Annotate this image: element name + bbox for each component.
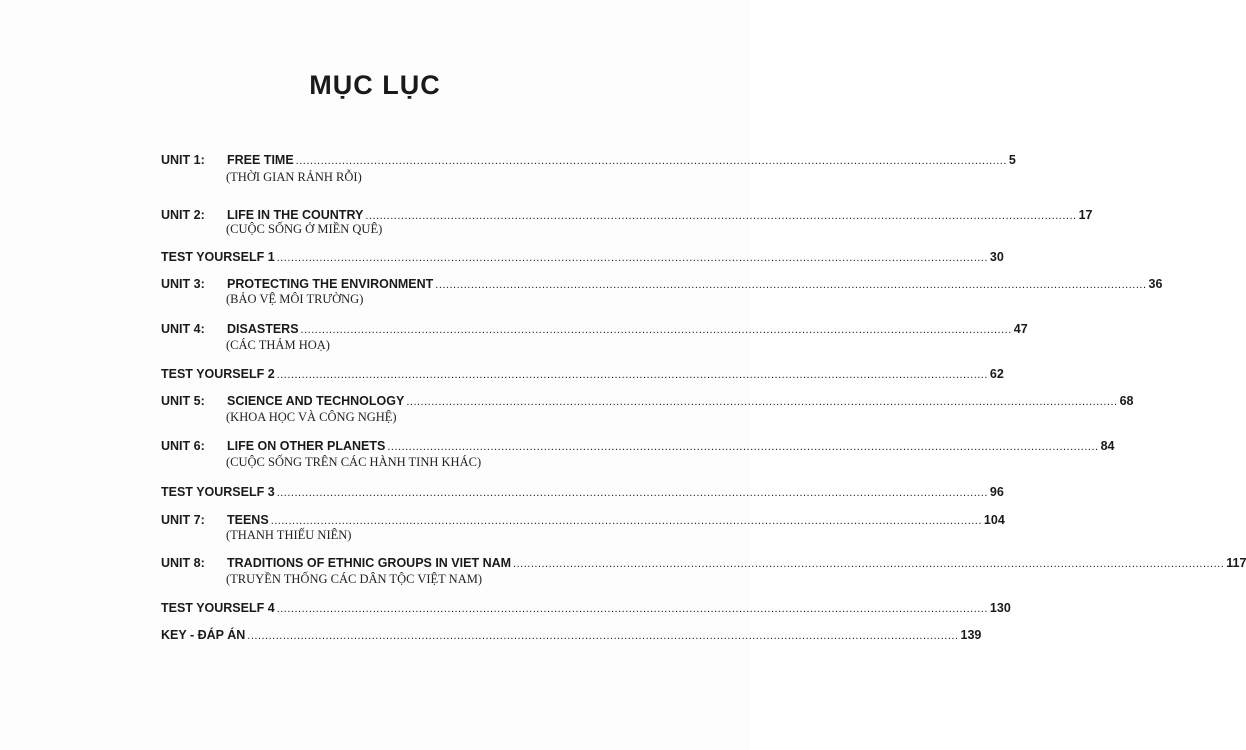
toc-entry-title: TRADITIONS OF ETHNIC GROUPS IN VIET NAM (227, 556, 512, 570)
toc-entry-label: UNIT 5: (161, 394, 205, 408)
dot-leader: ........................................................................................................................................................................................................ (295, 155, 1007, 167)
toc-entry-unit-4 (161, 319, 1028, 337)
toc-entry-subtitle: (THANH THIẾU NIÊN) (226, 528, 352, 542)
dot-leader: ........................................................................................................................................................................................................ (406, 396, 1118, 408)
toc-entry-title: LIFE ON OTHER PLANETS (227, 439, 386, 453)
toc-entry-unit-1 (161, 150, 1016, 168)
toc-entry-unit-2 (161, 205, 1093, 223)
toc-entry-test-1 (161, 247, 1004, 265)
toc-entry-subtitle: (KHOA HỌC VÀ CÔNG NGHỆ) (226, 410, 397, 424)
toc-page-number: 36 (1148, 277, 1163, 291)
toc-entry-title: TEST YOURSELF 3 (161, 485, 275, 499)
toc-entry-label: UNIT 1: (161, 153, 205, 167)
toc-entry-unit-7 (161, 510, 1005, 528)
dot-leader: ........................................................................................................................................................................................................ (247, 630, 959, 642)
page-title: MỤC LỤC (309, 70, 441, 100)
toc-entry-label: UNIT 2: (161, 208, 205, 222)
dot-leader: ........................................................................................................................................................................................................ (387, 441, 1099, 453)
toc-entry-test-2 (161, 364, 1004, 382)
toc-entry-key (161, 625, 982, 643)
toc-entry-subtitle: (CUỘC SỐNG TRÊN CÁC HÀNH TINH KHÁC) (226, 455, 482, 469)
toc-page-number: 30 (989, 250, 1004, 264)
dot-leader: ........................................................................................................................................................................................................ (276, 252, 988, 264)
toc-entry-title: FREE TIME (227, 153, 294, 167)
toc-entry-unit-6 (161, 436, 1115, 454)
toc-entry-label: UNIT 8: (161, 556, 205, 570)
toc-entry-title: TEST YOURSELF 1 (161, 250, 275, 264)
toc-entry-label: UNIT 3: (161, 277, 205, 291)
toc-page-number: 47 (1013, 322, 1028, 336)
toc-page-number: 68 (1119, 394, 1134, 408)
dot-leader: ........................................................................................................................................................................................................ (270, 515, 982, 527)
toc-page-number: 84 (1100, 439, 1115, 453)
toc-entry-title: TEENS (227, 513, 269, 527)
toc-entry-subtitle: (CUỘC SỐNG Ở MIỀN QUÊ) (226, 222, 383, 236)
toc-entry-unit-5 (161, 391, 1134, 409)
toc-entry-title: SCIENCE AND TECHNOLOGY (227, 394, 405, 408)
toc-entry-subtitle: (TRUYỀN THỐNG CÁC DÂN TỘC VIỆT NAM) (226, 572, 483, 586)
toc-page-number: 139 (960, 628, 982, 642)
toc-entry-title: PROTECTING THE ENVIRONMENT (227, 277, 434, 291)
dot-leader: ........................................................................................................................................................................................................ (276, 603, 988, 615)
toc-entry-title: LIFE IN THE COUNTRY (227, 208, 364, 222)
toc-entry-title: KEY - ĐÁP ÁN (161, 628, 246, 642)
dot-leader: ........................................................................................................................................................................................................ (365, 210, 1077, 222)
toc-page-number: 62 (989, 367, 1004, 381)
toc-entry-test-3 (161, 482, 1004, 500)
toc-entry-label: UNIT 7: (161, 513, 205, 527)
dot-leader: ........................................................................................................................................................................................................ (513, 558, 1225, 570)
toc-page-number: 5 (1008, 153, 1016, 167)
toc-entry-unit-8 (161, 553, 1246, 571)
toc-entry-title: TEST YOURSELF 4 (161, 601, 275, 615)
toc-page-number: 117 (1226, 556, 1246, 570)
dot-leader: ........................................................................................................................................................................................................ (435, 279, 1147, 291)
dot-leader: ........................................................................................................................................................................................................ (276, 487, 988, 499)
toc-page-number: 130 (989, 601, 1011, 615)
dot-leader: ........................................................................................................................................................................................................ (300, 324, 1012, 336)
toc-page-number: 17 (1078, 208, 1093, 222)
toc-page-number: 104 (983, 513, 1005, 527)
toc-entry-subtitle: (BẢO VỆ MÔI TRƯỜNG) (226, 292, 364, 306)
toc-entry-unit-3 (161, 274, 1163, 292)
toc-entry-title: TEST YOURSELF 2 (161, 367, 275, 381)
toc-entry-subtitle: (CÁC THẢM HOẠ) (226, 338, 330, 352)
dot-leader: ........................................................................................................................................................................................................ (276, 369, 988, 381)
toc-page-number: 96 (989, 485, 1004, 499)
toc-entry-subtitle: (THỜI GIAN RẢNH RỖI) (226, 170, 362, 184)
toc-entry-test-4 (161, 598, 1011, 616)
toc-entry-label: UNIT 6: (161, 439, 205, 453)
toc-entry-label: UNIT 4: (161, 322, 205, 336)
toc-entry-title: DISASTERS (227, 322, 299, 336)
